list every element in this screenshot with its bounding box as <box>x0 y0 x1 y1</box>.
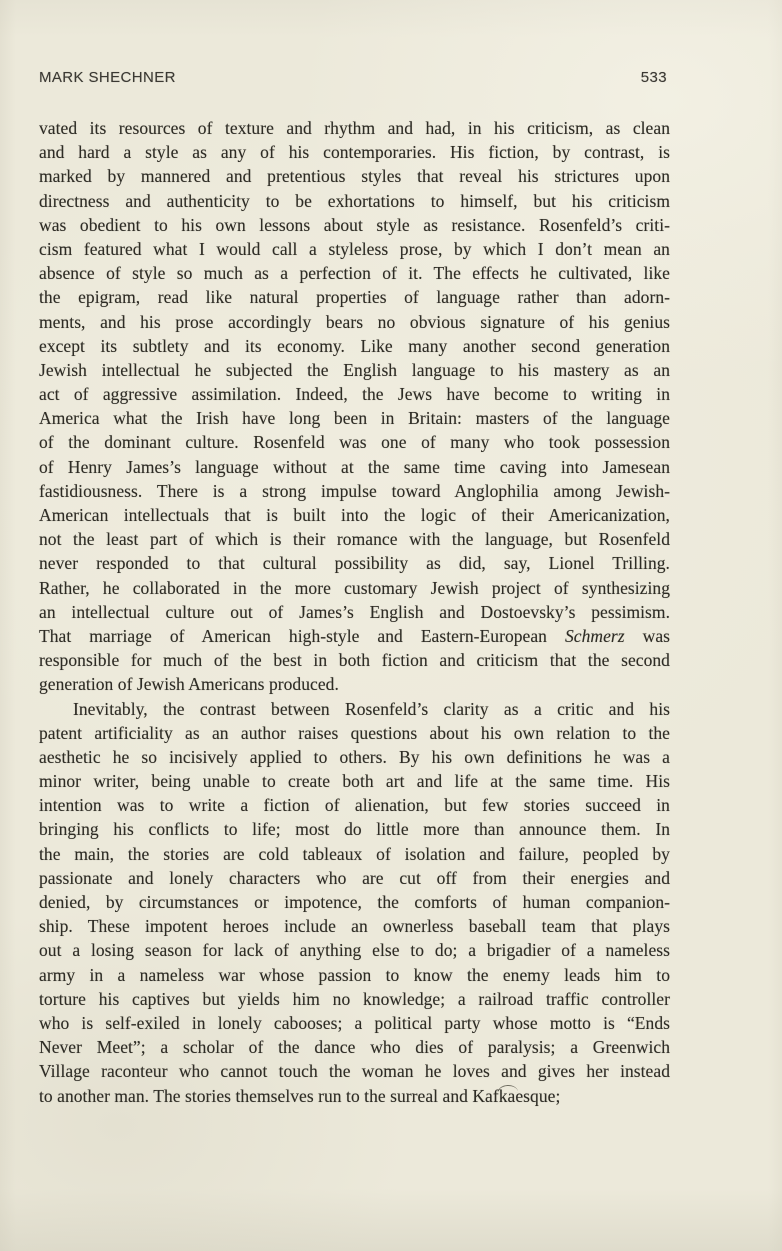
text-line: aesthetic he so incisively applied to others. By his own definitions he was a <box>39 746 670 767</box>
text-line: torture his captives but yields him no knowledge; a railroad traffic controller <box>39 988 670 1009</box>
paragraph <box>39 116 670 697</box>
text-line: of the dominant culture. Rosenfeld was one of many who took possession <box>39 432 670 453</box>
text-line: denied, by circumstances or impotence, the comforts of human companion- <box>39 892 670 912</box>
text-line: Inevitably, the contrast between Rosenfeld’s clarity as a critic and his <box>73 698 670 719</box>
text-line: Jewish intellectual he subjected the English language to his mastery as an <box>39 359 670 380</box>
text-line: That marriage of American high-style and Eastern-European Schmerz was <box>39 625 670 646</box>
text-line: directness and authenticity to be exhortations to himself, but his criticism <box>39 190 670 211</box>
text-line: America what the Irish have long been in Britain: masters of the language <box>39 408 670 429</box>
text-line: intention was to write a fiction of alienation, but few stories succeed in <box>39 795 670 816</box>
text-line: an intellectual culture out of James’s English and Dostoevsky’s pessimism. <box>39 601 670 622</box>
text-line: the main, the stories are cold tableaux of isolation and failure, peopled by <box>39 843 670 864</box>
text-line: Never Meet”; a scholar of the dance who dies of paralysis; a Greenwich <box>39 1037 670 1058</box>
text-line: out a losing season for lack of anything else to do; a brigadier of a nameless <box>39 940 670 961</box>
text-line: responsible for much of the best in both fiction and criticism that the second <box>39 650 670 671</box>
text-line: generation of Jewish Americans produced. <box>39 674 339 695</box>
text-line: army in a nameless war whose passion to know the enemy leads him to <box>39 964 670 985</box>
text-line: passionate and lonely characters who are cut off from their energies and <box>39 867 670 888</box>
text-line: vated its resources of texture and rhythm and had, in his criticism, as clean <box>39 118 670 138</box>
text-line: who is self-exiled in lonely cabooses; a political party whose motto is “Ends <box>39 1012 670 1033</box>
text-line: fastidiousness. There is a strong impulse toward Anglophilia among Jewish- <box>39 480 670 501</box>
text-line: except its subtlety and its economy. Like many another second generation <box>39 335 670 356</box>
text-line: Rather, he collaborated in the more customary Jewish project of synthesizing <box>39 577 670 598</box>
italic-word: Schmerz <box>564 625 625 646</box>
text-line: to another man. The stories themselves run to the surreal and Kafkaesque; <box>39 1085 561 1106</box>
text-line: bringing his conflicts to life; most do little more than announce them. In <box>39 819 670 840</box>
text-line: marked by mannered and pretentious styles that reveal his strictures upon <box>39 166 670 187</box>
page-number: 533 <box>640 69 667 86</box>
text-line: and hard a style as any of his contemporaries. His fiction, by contrast, is <box>39 142 670 163</box>
text-line: act of aggressive assimilation. Indeed, the Jews have become to writing in <box>39 384 670 405</box>
text-line: ments, and his prose accordingly bears no obvious signature of his genius <box>39 311 670 332</box>
text-line: American intellectuals that is built into the logic of their Americanization, <box>39 505 670 525</box>
text-line: Village raconteur who cannot touch the woman he loves and gives her instead <box>39 1061 670 1082</box>
text-line: cism featured what I would call a styleless prose, by which I don’t mean an <box>39 238 670 259</box>
text-line: not the least part of which is their romance with the language, but Rosenfeld <box>39 529 670 550</box>
text-line: was obedient to his own lessons about style as resistance. Rosenfeld’s criti- <box>39 214 670 235</box>
text-line: never responded to that cultural possibility as did, say, Lionel Trilling. <box>39 553 670 574</box>
text-line: minor writer, being unable to create both art and life at the same time. His <box>39 771 670 792</box>
text-line: ship. These impotent heroes include an ownerless baseball team that plays <box>39 916 670 937</box>
text-line: the epigram, read like natural properties of language rather than adorn- <box>39 287 670 308</box>
text-line: absence of style so much as a perfection of it. The effects he cultivated, like <box>39 263 670 284</box>
paragraph <box>39 697 670 1108</box>
running-head <box>39 69 667 86</box>
text-line: of Henry James’s language without at the same time caving into Jamesean <box>39 456 670 477</box>
text-block <box>39 116 670 1108</box>
running-head-author: MARK SHECHNER <box>39 69 176 86</box>
text-line: patent artificiality as an author raises questions about his own relation to the <box>39 722 670 743</box>
